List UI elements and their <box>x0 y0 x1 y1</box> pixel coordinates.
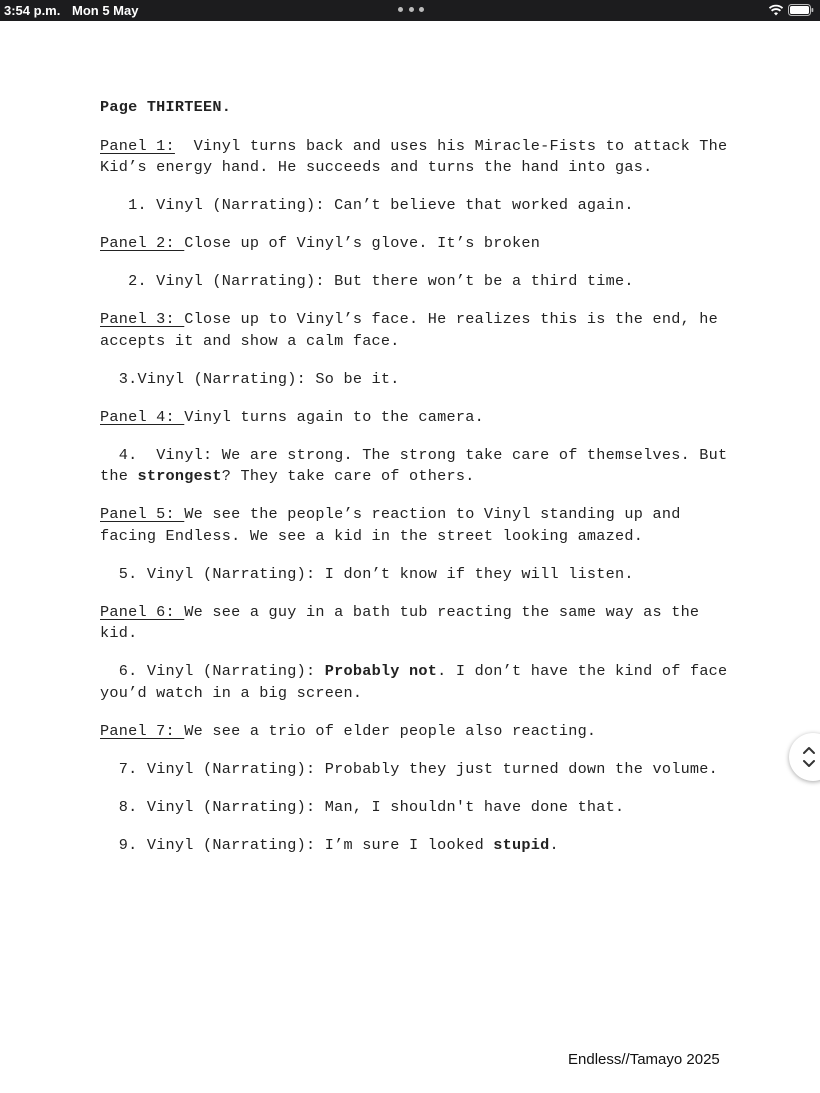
panel-1-label: Panel 1: <box>100 136 175 155</box>
panel-4-label: Panel 4: <box>100 407 185 426</box>
panel-3-text: Close up to Vinyl’s face. He realizes this is the end, he accepts it and show a calm face. <box>100 310 728 350</box>
panel-6 <box>100 602 740 645</box>
panel-5-text: We see the people’s reaction to Vinyl standing up and facing Endless. We see a kid in the street looking amazed. <box>100 505 690 545</box>
panel-5-label: Panel 5: <box>100 505 185 523</box>
panel-6-label: Panel 6: <box>100 602 185 621</box>
dialog-3: 3.Vinyl (Narrating): So be it. <box>100 369 400 388</box>
more-dots-icon[interactable] <box>398 7 424 13</box>
status-bar <box>0 0 820 21</box>
dialog-5: 5. Vinyl (Narrating): I don’t know if they will listen. <box>100 564 634 583</box>
panel-2 <box>100 233 740 255</box>
page-footer: Endless//Tamayo 2025 <box>568 1051 720 1068</box>
dialog-9-part-a: 9. Vinyl (Narrating): I’m sure I looked <box>100 835 494 854</box>
panel-3 <box>100 309 740 352</box>
scroll-up-down-icon <box>799 743 819 771</box>
dialog-2: 2. Vinyl (Narrating): But there won’t be a third time. <box>100 272 634 290</box>
dialog-6-part-a: 6. Vinyl (Narrating): <box>100 662 325 680</box>
panel-7-text: We see a trio of elder people also reacting. <box>184 721 597 740</box>
dialog-6 <box>100 661 740 704</box>
status-time: 3:54 p.m. <box>4 3 61 18</box>
panel-5 <box>100 504 740 547</box>
panel-4 <box>100 407 740 429</box>
status-date: Mon 5 May <box>72 3 139 18</box>
panel-2-label: Panel 2: <box>100 234 185 252</box>
dialog-1: 1. Vinyl (Narrating): Can’t believe that worked again. <box>100 196 634 214</box>
panel-1 <box>100 136 740 179</box>
dialog-8: 8. Vinyl (Narrating): Man, I shouldn't have done that. <box>100 797 625 816</box>
dialog-9 <box>100 835 740 857</box>
panel-7-label: Panel 7: <box>100 721 185 740</box>
dialog-6-part-c: . I don’t have the kind of face you’d watch in a big screen. <box>100 662 737 702</box>
panel-4-text: Vinyl turns again to the camera. <box>184 407 484 426</box>
dialog-9-part-c: . <box>549 835 559 854</box>
wifi-icon <box>769 4 783 16</box>
panel-2-text: Close up of Vinyl’s glove. It’s broken <box>184 234 541 252</box>
panel-7 <box>100 721 740 743</box>
page-title: Page THIRTEEN. <box>100 98 232 116</box>
dialog-7: 7. Vinyl (Narrating): Probably they just turned down the volume. <box>100 759 719 778</box>
dialog-4 <box>100 445 740 488</box>
dialog-4-bold: strongest <box>137 467 222 485</box>
panel-1-text: Vinyl turns back and uses his Miracle-Fists to attack The Kid’s energy hand. He succeeds and turns the hand into gas. <box>100 136 737 176</box>
dialog-4-part-c: ? They take care of others. <box>221 467 475 485</box>
dialog-9-bold: stupid <box>493 835 550 854</box>
script-page <box>100 97 740 873</box>
panel-6-text: We see a guy in a bath tub reacting the same way as the kid. <box>100 602 709 642</box>
dialog-6-bold: Probably not <box>324 662 438 680</box>
battery-icon <box>788 4 814 16</box>
scroll-page-button[interactable] <box>789 733 820 781</box>
panel-3-label: Panel 3: <box>100 310 185 328</box>
dialog-4-part-a: 4. Vinyl: We are strong. The strong take care of themselves. But the <box>100 445 737 485</box>
